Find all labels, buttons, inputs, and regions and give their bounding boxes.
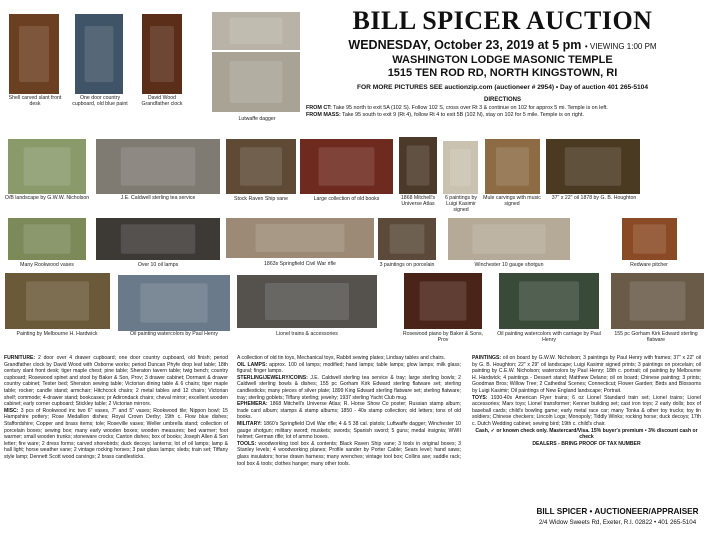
- photo-caption: 1863s Springfield Civil War rifle: [264, 261, 336, 267]
- auction-title: BILL SPICER AUCTION: [352, 6, 653, 35]
- directions-from-mass: [306, 112, 702, 118]
- section-label: STERLING/JEWELRY/COINS:: [237, 374, 311, 381]
- more-pictures-line: FOR MORE PICTURES SEE auctionzip.com (auctioneer # 2954) • Day of auction 401 265-5104: [356, 84, 649, 91]
- photo-caption: Oil painting watercolors by Paul Henry: [130, 331, 218, 337]
- photo-caption: Many Rookwood vases: [20, 262, 74, 268]
- venue-name: WASHINGTON LODGE MASONIC TEMPLE: [392, 54, 613, 66]
- section-label: MISC:: [4, 407, 21, 414]
- text-paragraph: [237, 355, 461, 362]
- photo-caption: Lutwaffe dagger: [238, 116, 276, 122]
- section-text: 1868 Mitchell's Universe Atlas; R. Horse Show Co poster; Russian stamp album; trade card album; stamps & stamp albums; 1850 - 40s stamp collection; old letters; tons of old books.: [237, 401, 461, 421]
- text-paragraph: [237, 401, 461, 421]
- auction-photo: [378, 218, 436, 260]
- photo-caption: 6 paintings by Luigi Kasimir signed: [444, 195, 477, 213]
- auction-photo: [622, 218, 677, 260]
- auction-photo: [499, 273, 599, 329]
- directions-heading: DIRECTIONS: [483, 97, 521, 103]
- text-paragraph: [472, 428, 701, 441]
- section-label: PAINTINGS:: [472, 355, 503, 361]
- text-paragraph: [472, 395, 701, 428]
- section-label: OIL LAMPS:: [237, 361, 270, 368]
- venue-address: 1515 TEN ROD RD, NORTH KINGSTOWN, RI: [387, 67, 618, 79]
- text-paragraph: [4, 408, 228, 461]
- auction-photo: [96, 139, 220, 194]
- photo-caption: 3 paintings on porcelain: [379, 262, 435, 268]
- auction-photo: [300, 139, 393, 194]
- photo-caption: One door country cupboard, old blue paint: [72, 95, 128, 107]
- photo-caption: 37" x 22" oil 1878 by G. B. Houghton: [551, 195, 637, 201]
- directions-from-ct: [306, 105, 702, 111]
- photo-caption: Stock Raven Ship vane: [234, 196, 288, 202]
- auction-photo: [237, 275, 377, 328]
- auction-photo: [8, 139, 86, 194]
- auction-photo: [9, 14, 59, 94]
- photo-caption: Painting by Melbourne H. Hardwick: [16, 331, 98, 337]
- auction-photo: [96, 218, 220, 260]
- section-text: oil on board by G.W.W. Nicholson; 3 paintings by Paul Henry with frames; 37" x 22" oil by G. B. Houghton; 22" x 29" oil landscape; Luigi Kasimir signed prints; 3 paintings on porcelain; oil painting by C.E.W. Nicholson; watercolors by Paul Henry; 18th c. portrait; oil painting by Melbourne H. Hardwick; 4 paintings - Dessert stand; Matthew Delano; oil on board; Chinese painting; 3 prints; Goodman Bros; Willow Tree; 2 Cathedral Scenes; Connecticut; Flower Garden; Birds and Blossoms by Luigi Kasimir; Oil paintings of New England landscape; Portrait.: [472, 355, 702, 394]
- auction-photo: [443, 141, 478, 194]
- section-text: Cash, ✓ or known check only. Mastercard/Visa. 15% buyer's premium • 3% discount cash or check: [475, 427, 698, 441]
- auction-photo: [212, 52, 300, 112]
- photo-caption: Shell carved slant front desk: [8, 95, 62, 107]
- photo-caption: David Wood Grandfather clock: [141, 95, 183, 107]
- section-text: J.E. Caldwell sterling tea service & tray; large sterling bowls; 2 Caldwell sterling bowls & dishes; 155 pc Gorham Kirk Edward sterling flatware set; sterling candlesticks; many pieces of silver plate; 1899 King Edward sterling flatware set; sterling flatware; tray; sterling goblets; Tiffany sterling; jewelry; 1937 sterling Yacht Club mug.: [237, 374, 462, 401]
- section-label: EPHEMERA:: [237, 401, 270, 408]
- photo-caption: Lionel trains & accessories: [276, 331, 338, 337]
- text-paragraph: [237, 421, 461, 441]
- auctioneer-name: BILL SPICER • AUCTIONEER/APPRAISER: [536, 507, 699, 516]
- section-text: approx. 100 oil lamps; modified; hand lamps; table lamps; glow lamps; milk glass; figural; finger lamps.: [237, 361, 461, 375]
- auction-photo: [212, 12, 300, 50]
- photo-caption: Large collection of old books: [313, 196, 380, 202]
- text-column-2: [237, 355, 461, 535]
- auction-photo: [5, 273, 110, 329]
- photo-caption: Redware pitcher: [630, 262, 668, 268]
- section-label: TOOLS:: [237, 440, 259, 447]
- photo-caption: J.E. Caldwell sterling tea service: [120, 195, 196, 201]
- photo-caption: Mule carvings with music signed: [483, 195, 541, 207]
- photo-caption: Oil painting watercolors with carriage by Paul Henry: [497, 331, 601, 343]
- auction-photo: [142, 14, 182, 94]
- viewing-time: • VIEWING 1:00 PM: [584, 42, 657, 51]
- auction-date: [300, 38, 705, 52]
- photo-caption: 155 pc Gorham Kirk Edward sterling flatware: [614, 331, 698, 343]
- section-text: woodworking tool box & contents; Black Raven Ship vane; 3 tools in original boxes; 3 Stanley levels; 4 woodworking planes; Profile sander by Porter Cable; Sears level; hand saws; glass insulators; horse drawn harness; many wrenches; vintage tool box; Collins axe; saddle rack; tool box & tools; clothes hanger; many other tools.: [237, 440, 461, 467]
- photo-caption: O/B landscape by G.W.W. Nicholson: [4, 195, 90, 201]
- text-column-1: [4, 355, 228, 530]
- from-ct-label: FROM CT:: [306, 105, 332, 111]
- auction-photo: [485, 139, 540, 194]
- photo-caption: Rosewood piano by Baker & Sons, Prov: [402, 331, 484, 343]
- auction-photo: [546, 139, 640, 194]
- photo-caption: Over 10 oil lamps: [137, 262, 179, 268]
- section-text: 3 pcs of Rookwood inc two 6" vases, 7" and 5" vases; Rookwood tile; Nippon bowl; 15 Hampshire pottery; Rose Medallion dishes; Royal Crown Derby; 19th c. Flow blue dishes; Staffordshire; Copper and brass items; tole; Roseville vases; Weller umbrella stand; collection of porcelain boxes; sewing box; many early wooden boxes; wooden measures; bed warmer; foot warmer; small wooden trunks; stoneware crocks; Canton dishes; box of books; Joseph Allen & Son letter; fire ware; 2 dress forms; carved shorebirds; duck decoys; lanterns; lot of oil lamps; lamp & hall light; horse weather vane; 2 vintage rocking horses; 3 pair glass lamps; sleds; train set; Tiffany style lamp; Dennett Scott wood carvings; 2 brass candlesticks.: [4, 407, 228, 460]
- text-column-3: [472, 355, 701, 488]
- text-paragraph: [472, 355, 701, 395]
- from-mass-label: FROM MASS:: [306, 112, 341, 118]
- auction-photo: [404, 273, 482, 329]
- text-paragraph: [237, 362, 461, 375]
- venue-block: [300, 54, 705, 80]
- section-text: A collection of old tin toys, Mechanical toys, Rabbit sewing plates; Lindsay tables and chairs.: [237, 355, 446, 361]
- auction-photo: [611, 273, 704, 329]
- text-paragraph: [237, 375, 461, 401]
- text-paragraph: [237, 441, 461, 467]
- photo-caption: Winchester 10 gauge shotgun: [474, 262, 544, 268]
- text-paragraph: [472, 441, 701, 448]
- section-label: FURNITURE:: [4, 355, 38, 361]
- auction-photo: [448, 218, 570, 260]
- section-text: DEALERS - BRING PROOF OF TAX NUMBER: [532, 440, 641, 447]
- section-label: MILITARY:: [237, 420, 264, 427]
- date-text: WEDNESDAY, October 23, 2019 at 5 pm: [348, 38, 582, 52]
- section-text: 1860's Springfield Civil War rifle; 4 & 5 38 cal. pistols; Luftwaffe dagger; Winchester 10 gauge shotgun; military sword; muskets; swords; Spanish sword; 5 guns; medal insignia; WWII helmet; German rifle; lot of ammo boxes.: [237, 420, 461, 441]
- auction-photo: [118, 275, 230, 331]
- text-paragraph: [4, 355, 228, 408]
- auction-photo: [8, 218, 86, 260]
- section-label: TOYS:: [472, 394, 491, 401]
- auction-photo: [226, 218, 374, 258]
- section-text: 2 door over 4 drawer cupboard; one door country cupboard, old finish; period Grandfather clock by David Wood with Osborne works; period Duncan Phyfe drop leaf table; 18th century slant front desk; tiger maple chest; pine table; Sheraton tavern table; twig bench; country cupboard; Rosewood spinet and stool by Baker & Son, Prov; 3 drawer cabinet; Dormant & drawer country cabinet; Tester bed; Sheraton sewing table; Victorian dining table & 6 chairs; tiger maple table; rocker; candle stand; armchair; Hitchcock chairs; 2 metal tables and 12 chairs; Victorian shelf; commode; 4-drawer stand; bookcases; pr Adirondack chairs; cheval mirror; excellent wooden cabinet; early corner cupboard; Stickley table; 2 Victorian mirrors.: [4, 355, 228, 408]
- section-text: 1930-40s American Flyer trains; 6 oz Lionel Standard train set; Lionel trains; Lionel accessories; Marx toys; Lionel transformer; Kenner building set; cast iron toys; 2 early dolls; box of baseball cards; child's bowling game; early metal race car; many Tonka & other toy trucks; toy tin soldiers; Chinese checkers; Lincoln Logs; Monopoly; Tiddly Winks; rocking horse; duck decoys; 17th c. Dutch Wedding cabinet; sewing bird; 19th c. child's chair.: [472, 394, 701, 427]
- from-mass-text: Take 95 south to exit 9 (Rt 4), follow Rt 4 to exit 5B (102 N), stay on 102 for 5 mile. Temple is on right.: [342, 112, 584, 118]
- auction-photo: [399, 137, 437, 194]
- auctioneer-address: 2/4 Widow Sweets Rd, Exeter, R.I. 02822 • 401 265-5104: [538, 519, 697, 526]
- auction-photo: [75, 14, 123, 94]
- photo-caption: 1868 Mitchell's Universe Atlas: [400, 195, 436, 207]
- auction-photo: [226, 139, 296, 194]
- from-ct-text: Take 95 north to exit 5A (102 S). Follow 102 S, cross over Rt 3 & continue on 102 for approx 5 mi. Temple is on left.: [333, 105, 608, 111]
